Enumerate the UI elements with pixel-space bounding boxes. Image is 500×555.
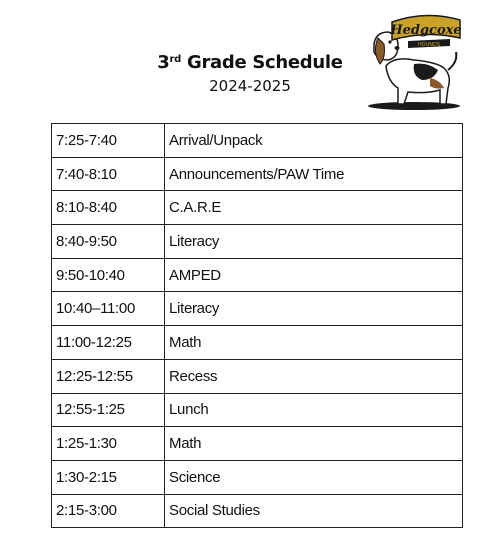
title-grade-number: 3 — [157, 52, 170, 73]
logo-text: Hedgcoxe — [390, 23, 462, 38]
schedule-row — [52, 292, 463, 326]
time-cell: 1:30-2:15 — [52, 460, 165, 494]
schedule-row — [52, 427, 463, 461]
activity-cell: Recess — [165, 359, 463, 393]
activity-cell: Science — [165, 460, 463, 494]
hound-dog-mascot-icon — [364, 8, 464, 113]
schedule-table-body — [52, 124, 463, 528]
time-cell: 12:25-12:55 — [52, 359, 165, 393]
activity-cell: Literacy — [165, 292, 463, 326]
time-cell: 7:40-8:10 — [52, 157, 165, 191]
time-cell: 8:10-8:40 — [52, 191, 165, 225]
time-cell: 9:50-10:40 — [52, 258, 165, 292]
schedule-table — [51, 123, 463, 528]
schedule-row — [52, 393, 463, 427]
school-year: 2024-2025 — [209, 77, 291, 95]
time-cell: 10:40–11:00 — [52, 292, 165, 326]
activity-cell: C.A.R.E — [165, 191, 463, 225]
time-cell: 7:25-7:40 — [52, 124, 165, 158]
schedule-row — [52, 460, 463, 494]
schedule-row — [52, 494, 463, 528]
time-cell: 12:55-1:25 — [52, 393, 165, 427]
title-grade-suffix: rd — [169, 54, 182, 65]
time-cell: 11:00-12:25 — [52, 326, 165, 360]
activity-cell: Social Studies — [165, 494, 463, 528]
title-text: Grade Schedule — [181, 52, 343, 73]
schedule-row — [52, 157, 463, 191]
time-cell: 1:25-1:30 — [52, 427, 165, 461]
activity-cell: Math — [165, 326, 463, 360]
schedule-row — [52, 191, 463, 225]
schedule-row — [52, 359, 463, 393]
schedule-row — [52, 124, 463, 158]
schedule-row — [52, 225, 463, 259]
activity-cell: Lunch — [165, 393, 463, 427]
time-cell: 2:15-3:00 — [52, 494, 165, 528]
activity-cell: Arrival/Unpack — [165, 124, 463, 158]
schedule-row — [52, 326, 463, 360]
school-logo — [364, 8, 464, 113]
activity-cell: AMPED — [165, 258, 463, 292]
schedule-row — [52, 258, 463, 292]
time-cell: 8:40-9:50 — [52, 225, 165, 259]
activity-cell: Announcements/PAW Time — [165, 157, 463, 191]
activity-cell: Literacy — [165, 225, 463, 259]
activity-cell: Math — [165, 427, 463, 461]
logo-banner-text: HOUNDS — [417, 42, 441, 48]
